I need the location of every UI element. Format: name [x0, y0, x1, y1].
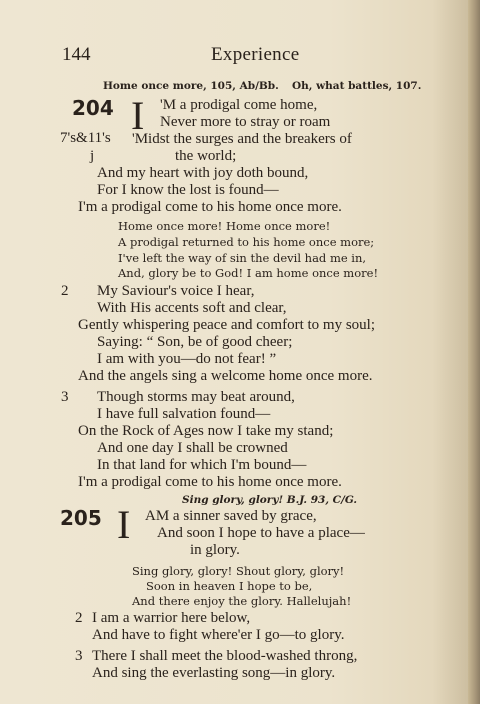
verse-line: I'm a prodigal come to his home once more. — [78, 199, 342, 215]
chorus-line: Soon in heaven I hope to be, — [146, 579, 313, 593]
chorus-line: Sing glory, glory! Shout glory, glory! — [132, 564, 345, 578]
verse-line: Never more to stray or roam — [160, 114, 331, 130]
verse-line: I have full salvation found— — [97, 406, 271, 422]
verse-line: Gently whispering peace and comfort to my soul; — [78, 317, 376, 333]
page-gutter — [468, 0, 480, 704]
verse-line: in glory. — [190, 542, 240, 558]
verse-line: For I know the lost is found— — [97, 182, 279, 198]
verse-line: And sing the everlasting song—in glory. — [92, 665, 336, 681]
verse-line: There I shall meet the blood-washed throng, — [92, 648, 358, 664]
verse-number: 3 — [61, 389, 69, 405]
verse-line: AM a sinner saved by grace, — [145, 508, 317, 524]
verse-line: Though storms may beat around, — [97, 389, 295, 405]
verse-line: I'm a prodigal come to his home once more. — [78, 474, 342, 490]
chorus-line: I've left the way of sin the devil had me in, — [118, 251, 367, 265]
chorus-line: And there enjoy the glory. Hallelujah! — [132, 594, 352, 608]
chorus-line: Home once more! Home once more! — [118, 219, 331, 233]
tune-line-205: Sing glory, glory! B.J. 93, C/G. — [182, 494, 358, 506]
drop-cap-205: I — [117, 502, 131, 547]
verse-line: And my heart with joy doth bound, — [97, 165, 309, 181]
hymn-number-205: 205 — [60, 506, 102, 530]
margin-mark: j — [90, 148, 95, 164]
verse-line: 'M a prodigal come home, — [160, 97, 318, 113]
chorus-line: And, glory be to God! I am home once more! — [118, 266, 379, 280]
verse-line: And have to fight where'er I go—to glory. — [92, 627, 345, 643]
verse-line: And soon I hope to have a place— — [157, 525, 365, 541]
chorus-line: A prodigal returned to his home once more; — [118, 235, 375, 249]
verse-number: 2 — [75, 610, 83, 626]
tune-line-204-left: Home once more, 105, Ab/Bb. — [103, 80, 279, 92]
verse-line: On the Rock of Ages now I take my stand; — [78, 423, 334, 439]
verse-line: the world; — [175, 148, 237, 164]
page-number: 144 — [62, 44, 91, 65]
verse-line: And one day I shall be crowned — [97, 440, 288, 456]
drop-cap-204: I — [131, 93, 145, 138]
verse-line: Saying: “ Son, be of good cheer; — [97, 334, 293, 350]
verse-number: 3 — [75, 648, 83, 664]
verse-number: 2 — [61, 283, 69, 299]
verse-line: With His accents soft and clear, — [97, 300, 287, 316]
tune-line-204-right: Oh, what battles, 107. — [292, 80, 422, 92]
verse-line: I am with you—do not fear! ” — [97, 351, 277, 367]
verse-line: In that land for which I'm bound— — [97, 457, 307, 473]
hymn-number-204: 204 — [72, 96, 114, 120]
verse-line: 'Midst the surges and the breakers of — [132, 131, 352, 147]
page-title: Experience — [211, 44, 300, 65]
verse-line: I am a warrior here below, — [92, 610, 251, 626]
meter-label-204: 7's&11's — [60, 130, 111, 146]
verse-line: And the angels sing a welcome home once more. — [78, 368, 373, 384]
verse-line: My Saviour's voice I hear, — [97, 283, 255, 299]
